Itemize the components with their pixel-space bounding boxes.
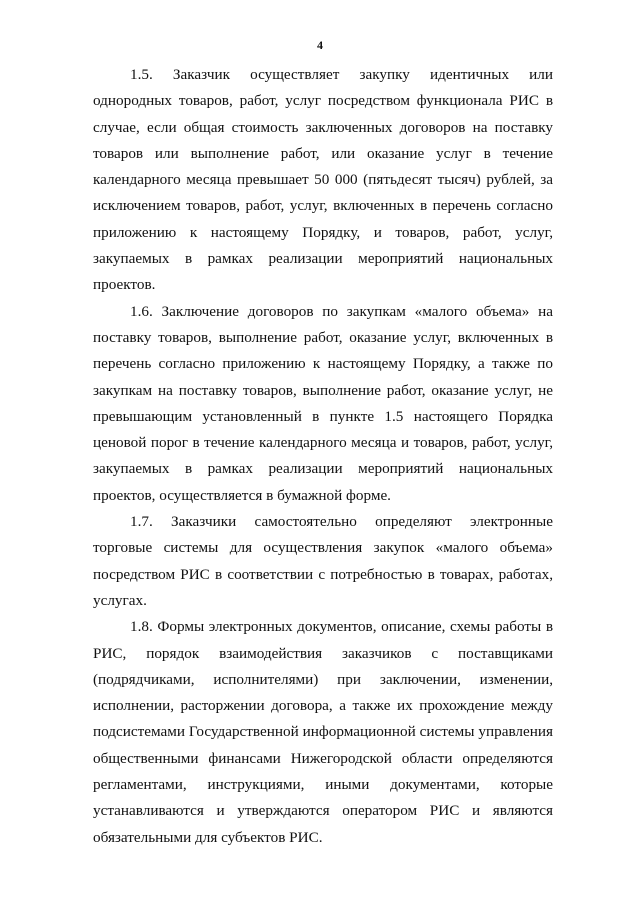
paragraph-1-5: 1.5. Заказчик осуществляет закупку идентичных или однородных товаров, работ, услуг посредством функционала РИС в случае, если общая стоимость заключенных договоров на поставку товаров или выполнение работ, или оказание услуг в течение календарного месяца превышает 50 000 (пятьдесят тысяч) рублей, за исключением товаров, работ, услуг, включенных в перечень согласно приложению к настоящему Порядку, и товаров, работ, услуг, закупаемых в рамках реализации мероприятий национальных проектов.	[93, 66, 553, 294]
paragraph-1-7: 1.7. Заказчики самостоятельно определяют электронные торговые системы для осуществления закупок «малого объема» посредством РИС в соответствии с потребностью в товарах, работах, услугах.	[93, 513, 553, 609]
paragraph-1-8: 1.8. Формы электронных документов, описание, схемы работы в РИС, порядок взаимодействия заказчиков с поставщиками (подрядчиками, исполнителями) при заключении, изменении, исполнении, расторжении договора, а также их прохождение между подсистемами Государственной информационной системы управления общественными финансами Нижегородской области определяются регламентами, инструкциями, иными документами, которые устанавливаются и утверждаются оператором РИС и являются обязательными для субъектов РИС.	[93, 618, 553, 846]
page-number: 4	[317, 38, 323, 52]
document-body	[93, 62, 553, 851]
paragraph-1-6: 1.6. Заключение договоров по закупкам «малого объема» на поставку товаров, выполнение работ, оказание услуг, включенных в перечень согласно приложению к настоящему Порядку, а также по закупкам на поставку товаров, выполнение работ, оказание услуг, не превышающим установленный в пункте 1.5 настоящего Порядка ценовой порог в течение календарного месяца и товаров, работ, услуг, закупаемых в рамках реализации мероприятий национальных проектов, осуществляется в бумажной форме.	[93, 302, 553, 504]
